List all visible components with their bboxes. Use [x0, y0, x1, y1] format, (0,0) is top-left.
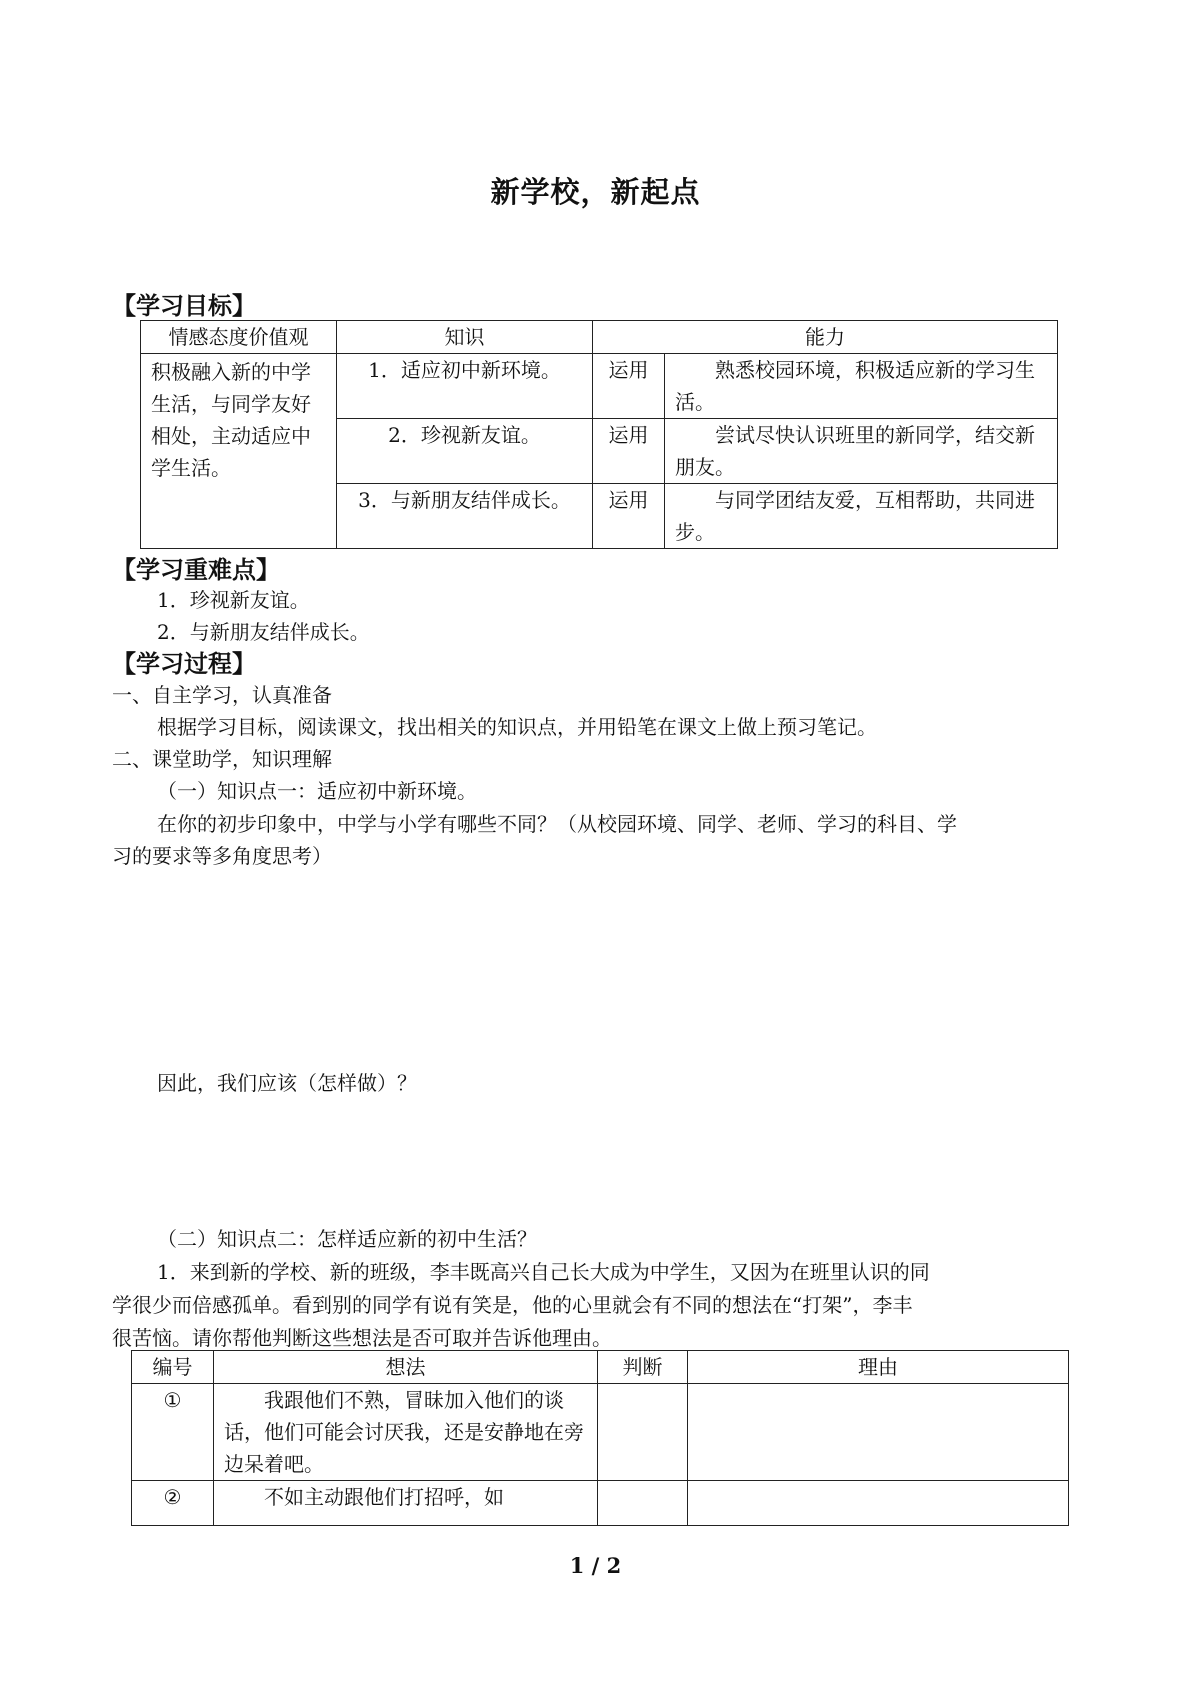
level-cell: 运用: [593, 484, 665, 549]
idea-cell: 我跟他们不熟，冒昧加入他们的谈话，他们可能会讨厌我，还是安静地在旁边呆着吧。: [214, 1384, 598, 1481]
reason-answer-cell[interactable]: [688, 1384, 1069, 1481]
step2-title: 二、课堂助学，知识理解: [112, 747, 332, 771]
number-cell: ①: [132, 1384, 214, 1481]
document-title: 新学校，新起点: [490, 175, 701, 209]
ability-cell: 熟悉校园环境，积极适应新的学习生活。: [665, 354, 1058, 419]
objectives-row: [141, 354, 1058, 419]
knowledge-point-2-title: （二）知识点二：怎样适应新的初中生活？: [157, 1227, 537, 1251]
header-idea: 想法: [214, 1351, 598, 1384]
section-objectives-heading: 【学习目标】: [112, 292, 256, 320]
kp1-question-line: 在你的初步印象中，中学与小学有哪些不同？（从校园环境、同学、老师、学习的科目、学: [157, 812, 957, 836]
header-knowledge: 知识: [337, 321, 593, 354]
judgement-answer-cell[interactable]: [598, 1384, 688, 1481]
thoughts-header-row: [132, 1351, 1069, 1384]
step1-title: 一、自主学习，认真准备: [112, 683, 332, 707]
objectives-header-row: [141, 321, 1058, 354]
knowledge-point-1-title: （一）知识点一：适应初中新环境。: [157, 779, 477, 803]
number-cell: ②: [132, 1481, 214, 1526]
step1-text: 根据学习目标，阅读课文，找出相关的知识点，并用铅笔在课文上做上预习笔记。: [157, 715, 877, 739]
kp2-paragraph-line: 很苦恼。请你帮他判断这些想法是否可取并告诉他理由。: [112, 1326, 612, 1350]
thoughts-row: [132, 1384, 1069, 1481]
header-emotion: 情感态度价值观: [141, 321, 337, 354]
page-number: 1 / 2: [569, 1553, 622, 1578]
knowledge-cell: 1．适应初中新环境。: [337, 354, 593, 419]
emotion-cell: 积极融入新的中学生活，与同学友好相处，主动适应中学生活。: [141, 354, 337, 549]
level-cell: 运用: [593, 419, 665, 484]
kp2-paragraph-line: 1．来到新的学校、新的班级，李丰既高兴自己长大成为中学生，又因为在班里认识的同: [157, 1260, 930, 1284]
knowledge-cell: 2．珍视新友谊。: [337, 419, 593, 484]
header-number: 编号: [132, 1351, 214, 1384]
keypoint-item: 2．与新朋友结伴成长。: [157, 620, 370, 644]
kp1-question-2: 因此，我们应该（怎样做）？: [157, 1071, 417, 1095]
header-ability: 能力: [593, 321, 1058, 354]
keypoint-item: 1．珍视新友谊。: [157, 588, 310, 612]
knowledge-cell: 3．与新朋友结伴成长。: [337, 484, 593, 549]
header-judgement: 判断: [598, 1351, 688, 1384]
reason-answer-cell[interactable]: [688, 1481, 1069, 1526]
idea-cell: 不如主动跟他们打招呼，如: [214, 1481, 598, 1526]
kp2-paragraph-line: 学很少而倍感孤单。看到别的同学有说有笑是，他的心里就会有不同的想法在“打架”，李丰: [112, 1293, 913, 1317]
section-keypoints-heading: 【学习重难点】: [112, 556, 280, 584]
thoughts-row: [132, 1481, 1069, 1526]
judgement-answer-cell[interactable]: [598, 1481, 688, 1526]
objectives-table: [140, 320, 1058, 549]
header-reason: 理由: [688, 1351, 1069, 1384]
kp1-question-line: 习的要求等多角度思考）: [112, 844, 332, 868]
ability-cell: 尝试尽快认识班里的新同学，结交新朋友。: [665, 419, 1058, 484]
section-process-heading: 【学习过程】: [112, 650, 256, 678]
level-cell: 运用: [593, 354, 665, 419]
thoughts-table: [131, 1350, 1069, 1526]
ability-cell: 与同学团结友爱，互相帮助，共同进步。: [665, 484, 1058, 549]
